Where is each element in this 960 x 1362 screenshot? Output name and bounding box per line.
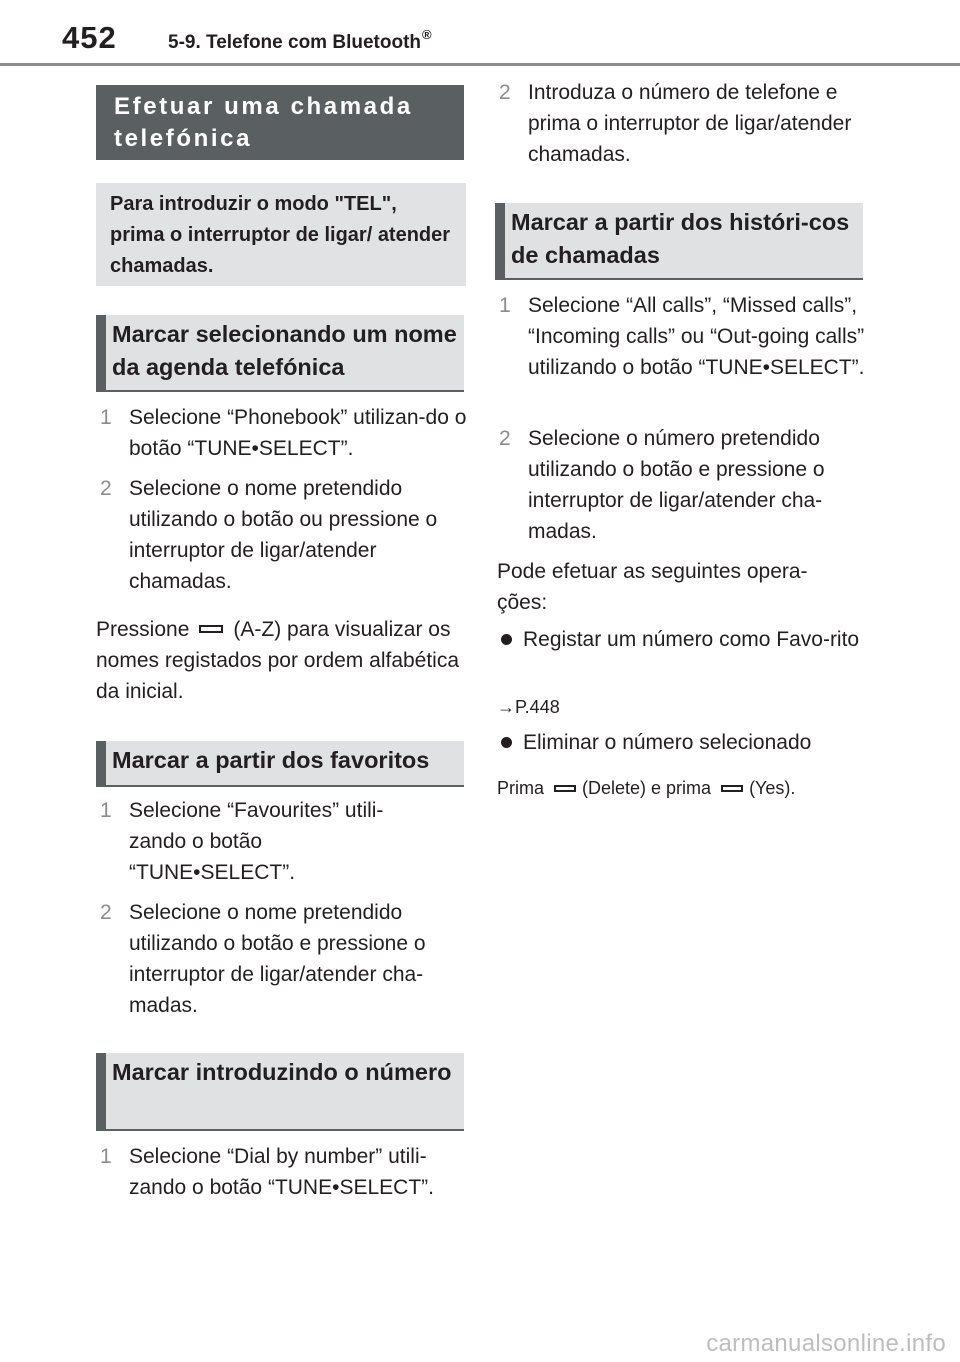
step-number: 1 bbox=[100, 799, 112, 822]
step-number: 1 bbox=[100, 1145, 112, 1168]
page-number: 452 bbox=[62, 20, 117, 55]
heading-dial: Marcar introduzindo o número bbox=[96, 1053, 464, 1131]
step-number: 2 bbox=[499, 427, 511, 450]
step-text: Introduza o número de telefone e prima o interruptor de ligar/atender chamadas. bbox=[528, 81, 852, 166]
delete-mid: (Delete) e prima bbox=[582, 778, 712, 798]
bullet-delete-number: Eliminar o número selecionado bbox=[497, 727, 867, 758]
operations-intro: Pode efetuar as seguintes opera-ções: bbox=[497, 560, 808, 614]
step-text: Selecione o nome pretendido utilizando o botão ou pressione o interruptor de ligar/atender chamadas. bbox=[129, 477, 438, 593]
history-step-2 bbox=[495, 423, 865, 547]
step-text: Selecione “Dial by number” utili-zando o botão “TUNE•SELECT”. bbox=[129, 1145, 434, 1199]
button-icon bbox=[554, 785, 576, 792]
delete-suffix: (Yes). bbox=[749, 778, 796, 798]
header-rule bbox=[0, 63, 960, 66]
step-text: Selecione “Favourites” utili-zando o botão “TUNE•SELECT”. bbox=[129, 799, 384, 884]
section-title-text: 5-9. Telefone com Bluetooth bbox=[168, 32, 422, 53]
step-number: 2 bbox=[499, 81, 511, 104]
watermark: carmanualsonline.info bbox=[706, 1330, 946, 1357]
heading-favourites: Marcar a partir dos favoritos bbox=[96, 741, 464, 787]
note-before: Pressione bbox=[96, 618, 190, 641]
phonebook-step-2 bbox=[96, 473, 468, 597]
page-header bbox=[0, 0, 960, 68]
phonebook-step-1 bbox=[96, 402, 468, 464]
step-text: Selecione o número pretendido utilizando o botão e pressione o interruptor de ligar/atender cha-madas. bbox=[528, 427, 825, 543]
favourites-step-1 bbox=[96, 795, 426, 888]
dial-step-2 bbox=[495, 77, 865, 170]
section-title bbox=[168, 27, 432, 54]
button-icon bbox=[721, 785, 743, 792]
step-number: 1 bbox=[499, 294, 511, 317]
step-number: 2 bbox=[100, 901, 112, 924]
bullet-register-favourite: Registar um número como Favo-rito bbox=[497, 624, 867, 655]
page-reference: →P.448 bbox=[497, 697, 560, 717]
step-number: 1 bbox=[100, 406, 112, 429]
button-icon bbox=[199, 625, 223, 633]
step-text: Selecione “All calls”, “Missed calls”, “Incoming calls” ou “Out-going calls” utilizando o botão “TUNE•SELECT”. bbox=[528, 294, 865, 379]
favourites-step-2 bbox=[96, 897, 468, 1021]
main-heading: Efetuar uma chamada telefónica bbox=[96, 85, 464, 160]
delete-prefix: Prima bbox=[497, 778, 545, 798]
history-step-1 bbox=[495, 290, 865, 383]
dial-step-1 bbox=[96, 1141, 476, 1203]
note-after: (A-Z) para visualizar os nomes registados por ordem alfabética da inicial. bbox=[96, 618, 460, 703]
step-number: 2 bbox=[100, 477, 112, 500]
registered-mark: ® bbox=[422, 27, 432, 42]
step-text: Selecione o nome pretendido utilizando o botão e pressione o interruptor de ligar/atender cha-madas. bbox=[129, 901, 426, 1017]
intro-box: Para introduzir o modo "TEL", prima o interruptor de ligar/ atender chamadas. bbox=[96, 183, 466, 286]
delete-instruction bbox=[497, 776, 867, 800]
step-text: Selecione “Phonebook” utilizan-do o botão “TUNE•SELECT”. bbox=[129, 406, 467, 460]
phonebook-note bbox=[96, 614, 468, 707]
heading-phonebook: Marcar selecionando um nome da agenda telefónica bbox=[96, 315, 464, 392]
heading-history: Marcar a partir dos históri-cos de chamadas bbox=[495, 203, 863, 280]
